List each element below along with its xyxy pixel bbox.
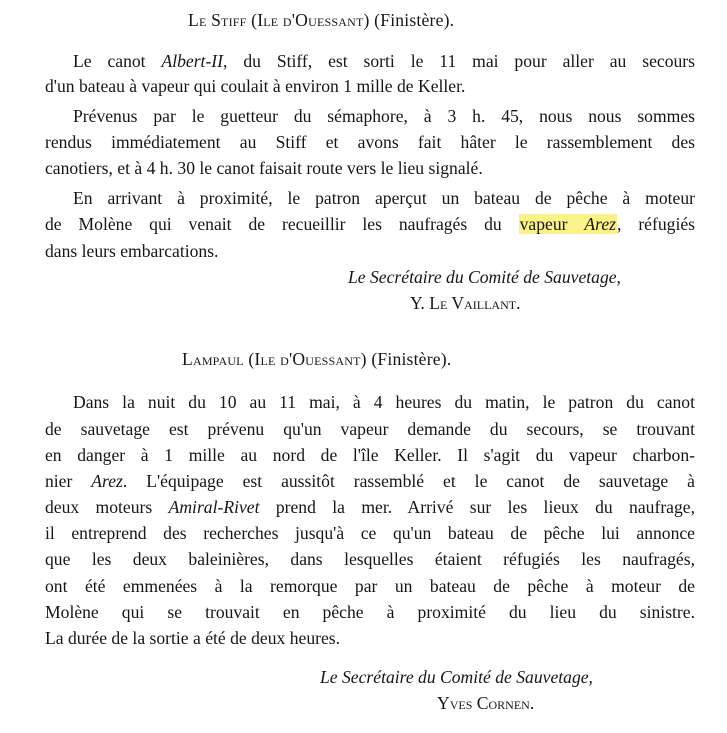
paragraph-line: dans leurs embarcations. [45, 241, 219, 261]
paragraph-line: il entreprend des recherches jusqu'à ce qu'un bateau de pêche lui annonce [45, 523, 695, 543]
paragraph-line: que les deux baleinières, dans lesquelles étaient réfugiés les naufragés, [45, 549, 695, 569]
highlighted-text: vapeur Arez [519, 214, 617, 234]
ship-name: Arez [91, 471, 123, 491]
paragraph-line: La durée de la sortie a été de deux heures. [45, 628, 341, 648]
paragraph-line: en danger à 1 mille au nord de l'île Keller. Il s'agit du vapeur charbon- [45, 445, 695, 465]
document-page [45, 0, 695, 733]
signature-name: Yves Cornen. [437, 693, 535, 713]
paragraph-line: Molène qui se trouvait en pêche à proximité du lieu du sinistre. [45, 602, 695, 622]
boat-name: Amiral-Rivet [168, 497, 260, 517]
section-heading-lampaul [182, 347, 451, 373]
paragraph-line: ont été emmenées à la remorque par un bateau de pêche à moteur de [45, 576, 695, 596]
section-heading-le-stiff [188, 8, 454, 34]
heading-dept: (Finistère). [374, 10, 455, 30]
paragraph-line: nier Arez. L'équipage est aussitôt rassemblé et le canot de sauvetage à [45, 471, 695, 491]
paragraph-line: de sauvetage est prévenu qu'un vapeur demande du secours, se trouvant [45, 419, 695, 439]
boat-name: Albert-II [161, 51, 224, 71]
paragraph-line: canotiers, et à 4 h. 30 le canot faisait route vers le lieu signalé. [45, 158, 483, 178]
paragraph-line: Le canot Albert-II, du Stiff, est sorti le 11 mai pour aller au secours [73, 51, 696, 71]
heading-island: (Ile d'Ouessant) [248, 349, 367, 369]
paragraph-line: Prévenus par le guetteur du sémaphore, à 3 h. 45, nous nous sommes [73, 106, 695, 126]
paragraph-line: Dans la nuit du 10 au 11 mai, à 4 heures du matin, le patron du canot [73, 392, 695, 412]
paragraph-line: d'un bateau à vapeur qui coulait à environ 1 mille de Keller. [45, 76, 466, 96]
signature-title: Le Secrétaire du Comité de Sauvetage, [320, 667, 593, 687]
heading-place: Le Stiff [188, 10, 247, 30]
signature-name: Y. Le Vaillant. [410, 293, 521, 313]
paragraph-line: deux moteurs Amiral-Rivet prend la mer. Arrivé sur les lieux du naufrage, [45, 497, 695, 517]
paragraph-line: de Molène qui venait de recueillir les naufragés du vapeur Arez, réfugiés [45, 214, 695, 234]
heading-island: (Ile d'Ouessant) [251, 10, 370, 30]
signature-title: Le Secrétaire du Comité de Sauvetage, [348, 267, 621, 287]
paragraph-line: rendus immédiatement au Stiff et avons fait hâter le rassemblement des [45, 132, 695, 152]
heading-place: Lampaul [182, 349, 244, 369]
heading-dept: (Finistère). [371, 349, 452, 369]
paragraph-line: En arrivant à proximité, le patron aperçut un bateau de pêche à moteur [73, 188, 695, 208]
